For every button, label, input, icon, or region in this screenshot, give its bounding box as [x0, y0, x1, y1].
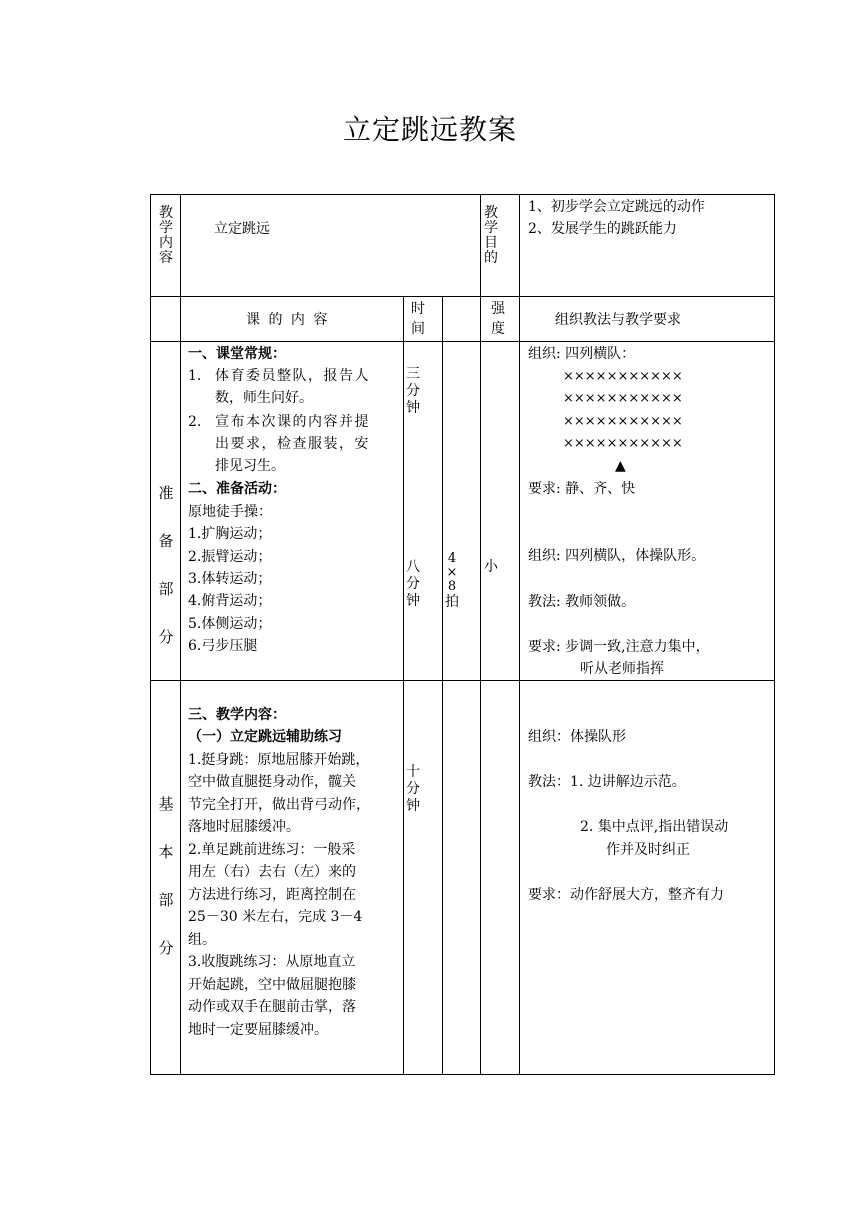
formation-row-2: ××××××××××× — [563, 391, 683, 406]
exercise-2: 2.振臂运动； — [188, 549, 272, 565]
col-time: 时 间 — [411, 301, 425, 337]
exercise-6: 6.弓步压腿 — [188, 638, 258, 654]
teacher-triangle-icon: ▲ — [615, 458, 626, 474]
exercise-4: 4.俯背运动； — [188, 593, 272, 609]
prep-item2-num: 2． — [188, 414, 211, 430]
prep-item2-line1: 宣布本次课的内容并提 — [215, 414, 370, 430]
basic-p3-line4: 地时一定要屈膝缓冲。 — [188, 1022, 328, 1038]
col-organization: 组织教法与教学要求 — [555, 312, 681, 328]
content-value: 立定跳远 — [214, 221, 270, 237]
basic-p3-line2: 开始起跳，空中做屈腿抱膝 — [188, 977, 356, 993]
basic-p1-line1: 1.挺身跳：原地屈膝开始跳， — [188, 752, 370, 768]
basic-p1-line2: 空中做直腿挺身动作，髋关 — [188, 774, 356, 790]
basic-p3-line3: 动作或双手在腿前击掌，落 — [188, 999, 356, 1015]
prep-item2-line3: 排见习生。 — [215, 458, 285, 474]
basic-p2-line3: 方法进行练习，距离控制在 — [188, 887, 356, 903]
basic-method-2-line1: 2. 集中点评,指出错误动 — [580, 819, 729, 835]
goal-label: 教 学 目 的 — [484, 205, 498, 266]
basic-req: 要求：动作舒展大方，整齐有力 — [528, 887, 724, 903]
formation-row-4: ××××××××××× — [563, 436, 683, 451]
exercise-5: 5.体侧运动； — [188, 616, 272, 632]
prep-org-2: 组织: 四列横队，体操队形。 — [528, 548, 706, 564]
prep-org-1: 组织: 四列横队： — [528, 346, 636, 362]
prep-item2-line2: 出要求，检查服装，安 — [215, 436, 370, 452]
formation-row-3: ××××××××××× — [563, 414, 683, 429]
basic-p2-line5: 组。 — [188, 932, 216, 948]
page-title: 立定跳远教案 — [342, 113, 517, 146]
basic-p2-line4: 25－30 米左右，完成 3－4 — [188, 909, 363, 925]
basic-p3-line1: 3.收腹跳练习：从原地直立 — [188, 954, 356, 970]
prep-heading-1: 一、课堂常规： — [188, 346, 286, 362]
exercise-1: 1.扩胸运动； — [188, 526, 272, 542]
prep-intensity: 小 — [484, 559, 498, 575]
basic-section-label: 基 本 部 分 — [158, 795, 174, 957]
prep-req-2-line2: 听从老师指挥 — [580, 661, 664, 677]
prep-section-label: 准 备 部 分 — [158, 484, 174, 646]
prep-method: 教法: 教师领做。 — [528, 594, 636, 610]
basic-org: 组织：体操队形 — [528, 729, 626, 745]
prep-count: 4 × 8 拍 — [445, 551, 459, 610]
col-course-content: 课 的 内 容 — [246, 312, 330, 328]
col-intensity: 强 度 — [491, 301, 505, 337]
prep-req-1: 要求: 静、齐、快 — [528, 481, 636, 497]
prep-sub: 原地徒手操： — [188, 504, 272, 520]
basic-p1-line4: 落地时屈膝缓冲。 — [188, 819, 300, 835]
prep-item1-line1: 体育委员整队，报告人 — [215, 368, 370, 384]
basic-p2-line2: 用左（右）去右（左）来的 — [188, 864, 356, 880]
prep-item1-line2: 数，师生问好。 — [215, 390, 313, 406]
basic-heading: 三、教学内容： — [188, 707, 286, 723]
prep-time-2: 八 分 钟 — [406, 559, 420, 609]
prep-req-2-line1: 要求: 步调一致,注意力集中， — [528, 639, 710, 655]
exercise-3: 3.体转运动； — [188, 571, 272, 587]
basic-method-2-line2: 作并及时纠正 — [606, 842, 690, 858]
basic-p2-line1: 2.单足跳前进练习：一般采 — [188, 842, 356, 858]
goal-1: 1、初步学会立定跳远的动作 — [528, 199, 705, 215]
prep-heading-2: 二、准备活动： — [188, 481, 286, 497]
prep-item1-num: 1． — [188, 368, 211, 384]
basic-method-1: 教法：1. 边讲解边示范。 — [528, 774, 686, 790]
basic-time: 十 分 钟 — [406, 764, 420, 814]
formation-row-1: ××××××××××× — [563, 369, 683, 384]
basic-sub: （一）立定跳远辅助练习 — [188, 729, 342, 745]
content-label: 教 学 内 容 — [159, 205, 173, 266]
basic-p1-line3: 节完全打开，做出背弓动作， — [188, 797, 370, 813]
goal-2: 2、发展学生的跳跃能力 — [528, 221, 677, 237]
prep-time-1: 三 分 钟 — [406, 366, 420, 416]
